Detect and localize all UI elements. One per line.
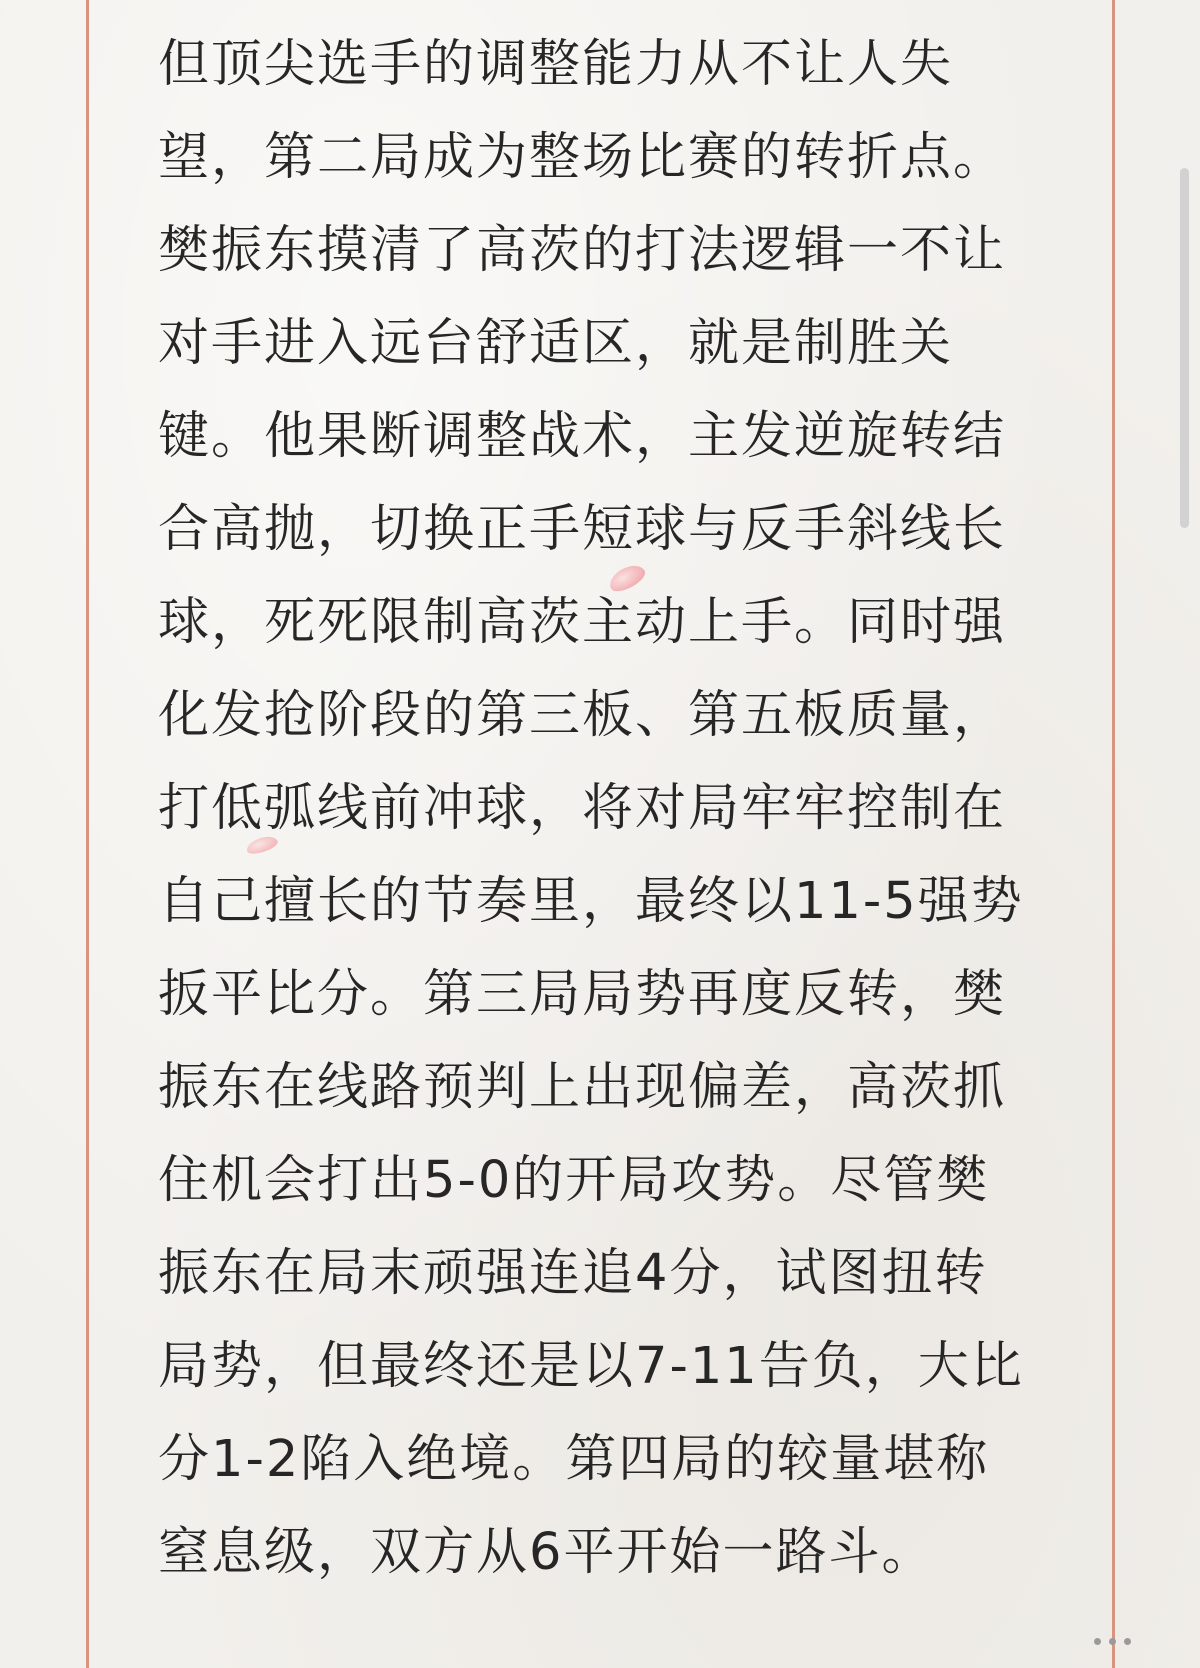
text-line: 局势，但最终还是以7-11告负，大比 <box>158 1337 1024 1396</box>
dot-icon <box>1094 1638 1101 1645</box>
text-line: 望，第二局成为整场比赛的转折点。 <box>158 128 1007 187</box>
text-line: 打低弧线前冲球，将对局牢牢控制在 <box>158 779 1007 838</box>
text-line: 但顶尖选手的调整能力从不让人失 <box>158 35 954 94</box>
article-text <box>158 18 1088 1599</box>
dot-icon <box>1109 1638 1116 1645</box>
text-line: 对手进入远台舒适区，就是制胜关 <box>158 314 954 373</box>
scrollbar-thumb[interactable] <box>1180 168 1189 528</box>
text-line: 住机会打出5-0的开局攻势。尽管樊 <box>158 1151 990 1210</box>
text-line: 化发抢阶段的第三板、第五板质量， <box>158 686 1007 745</box>
text-line: 窒息级，双方从6平开始一路斗。 <box>158 1523 935 1582</box>
text-line: 振东在线路预判上出现偏差，高茨抓 <box>158 1058 1007 1117</box>
right-border-line <box>1112 0 1115 1668</box>
text-line: 合高抛，切换正手短球与反手斜线长 <box>158 500 1007 559</box>
text-line: 扳平比分。第三局局势再度反转，樊 <box>158 965 1007 1024</box>
text-line: 振东在局末顽强连追4分，试图扭转 <box>158 1244 988 1303</box>
dot-icon <box>1124 1638 1131 1645</box>
text-line: 分1-2陷入绝境。第四局的较量堪称 <box>158 1430 990 1489</box>
text-line: 樊振东摸清了高茨的打法逻辑一不让 <box>158 221 1007 280</box>
more-options-icon[interactable] <box>1094 1638 1131 1645</box>
text-line: 球，死死限制高茨主动上手。同时强 <box>158 593 1007 652</box>
text-line: 自己擅长的节奏里，最终以11-5强势 <box>158 872 1024 931</box>
left-border-line <box>86 0 89 1668</box>
text-line: 键。他果断调整战术，主发逆旋转结 <box>158 407 1007 466</box>
